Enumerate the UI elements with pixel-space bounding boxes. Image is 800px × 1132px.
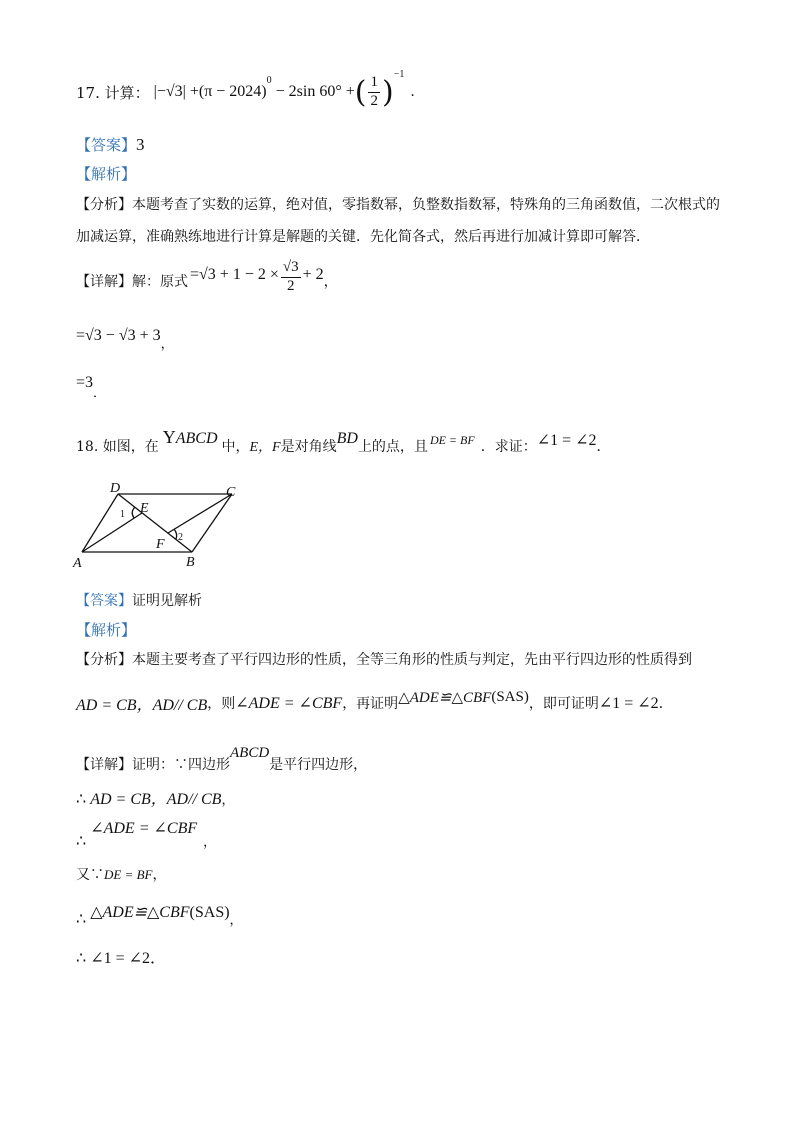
q17-fraction: $\frac{1}{2}$ [370,74,378,109]
q17-power-exponent: 0 [266,74,272,86]
answer-tag: 【答案】 [76,136,137,154]
detail-17-step3: $=3_.$ [76,374,107,401]
answer-17 [76,134,145,155]
analysis-17-line2: 加减运算，准确熟练地进行计算是解题的关键．先化简各式，然后再进行加减计算即可解答． [76,229,650,245]
parallelogram-figure [60,478,260,573]
label-d: D [110,481,121,496]
detail-18-line1: 【详解】 证明：∵四边形 ABCD 是平行四边形， [76,745,368,773]
analysis-18-line2: AD = CB，AD// CB ，则 ∠ADE = ∠CBF ，再证明 △ADE≌△CBF (SAS) ，即可证明 ∠1 = ∠2 ． [76,688,673,714]
label-a: A [73,556,82,571]
question-18: 18. 如图，在 Y ABCD 中， E，F 是对角线 BD 上的点，且 DE = BF ．求证： ∠1 = ∠2 ． [76,427,611,455]
question-17-number: 17. 计算： [76,83,150,102]
question-17: 17. 计算： |−√3| +(π − 2024) 0 − 2sin 60° + ( $\frac{1}{2}$ ) −1 . [76,68,415,110]
segment-ae [82,513,142,552]
label-b: B [186,555,195,570]
angle-1-arc [132,507,135,518]
analysis-tag-18: 【解析】 [76,621,137,639]
diagonal-db [118,494,192,552]
q17-power-term: +(π − 2024) [189,83,267,100]
label-f: F [156,537,165,552]
segment-fc [168,494,232,533]
detail-18-step1: ∴ AD = CB，AD// CB， [76,789,235,808]
analysis-17-line1: 【分析】本题考查了实数的运算，绝对值，零指数幂，负整数指数幂，特殊角的三角函数值，二次根式的 [76,197,720,213]
answer-18: 【答案】证明见解析 [76,593,202,609]
answer-value: 3 [136,135,145,154]
detail-17-step2: $=√3 - √3 + 3_,$ [76,327,174,352]
side-cb [192,494,232,552]
detail-17-step1: 【详解】 解：原式 =√3 + 1 − 2 × $\frac{√3}{2}$ + 2 ， [76,259,338,294]
detail-18-step2: ∴ ∠ADE = ∠CBF ， [76,820,217,850]
q17-sin-term: − 2sin 60° + [275,83,355,100]
q17-fraction-exponent: −1 [393,68,405,80]
side-da [82,494,118,552]
q17-end: . [410,84,415,100]
label-e: E [140,501,149,516]
label-angle-2: 2 [178,532,183,543]
detail-18-step3: 又∵DE = BF， [76,867,167,883]
label-c: C [226,485,236,500]
analysis-18-line1: 【分析】本题主要考查了平行四边形的性质，全等三角形的性质与判定，先由平行四边形的性质得到 [76,652,692,668]
label-angle-1: 1 [120,509,125,520]
analysis-tag-17: 【解析】 [76,165,137,183]
detail-18-step5: ∴ ∠1 = ∠2． [76,948,167,967]
q17-abs-term: |−√3| [153,83,186,100]
detail-18-step4: ∴ △ADE≌△CBF (SAS) ， [76,904,243,928]
